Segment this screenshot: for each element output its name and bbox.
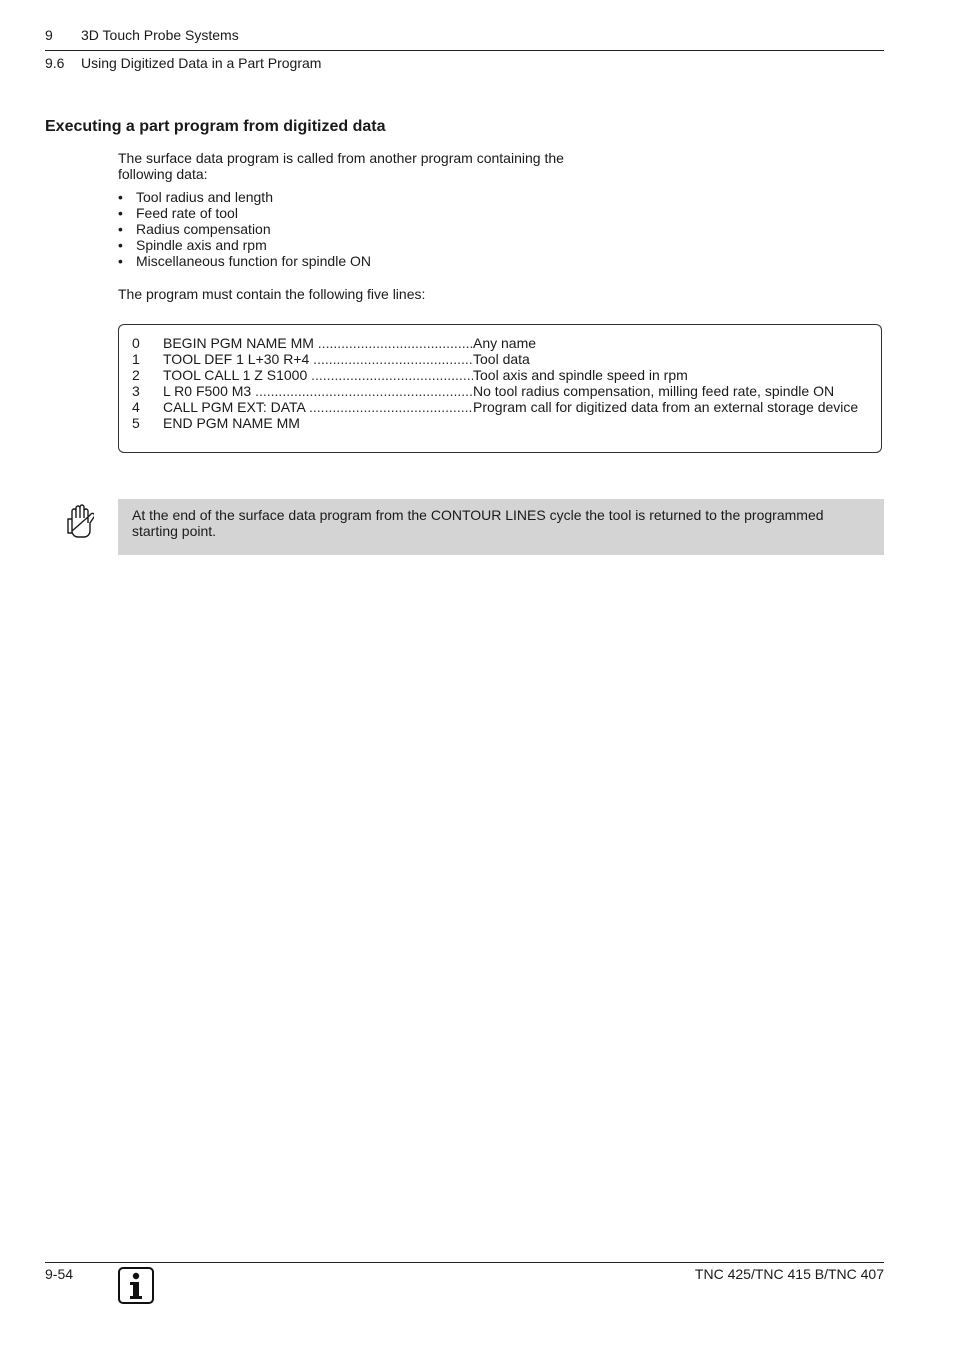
footer-divider bbox=[45, 1262, 884, 1263]
section-title: Using Digitized Data in a Part Program bbox=[81, 55, 322, 71]
chapter-heading bbox=[45, 27, 239, 43]
list-item bbox=[118, 205, 371, 221]
header-divider bbox=[45, 50, 884, 51]
bullet-icon: • bbox=[118, 253, 123, 269]
section-heading bbox=[45, 55, 321, 71]
note-callout bbox=[118, 499, 884, 555]
list-item-text: Radius compensation bbox=[136, 221, 271, 237]
page-number: 9-54 bbox=[45, 1266, 74, 1282]
block-description: Tool axis and spindle speed in rpm bbox=[473, 367, 688, 383]
bullet-icon: • bbox=[118, 205, 123, 221]
nc-block: TOOL CALL 1 Z S1000 ..... bbox=[163, 367, 473, 383]
info-icon bbox=[118, 1267, 154, 1304]
line-number: 1 bbox=[132, 351, 140, 367]
nc-block: END PGM NAME MM bbox=[163, 415, 300, 431]
intro-paragraph: The surface data program is called from another program containing the following data: bbox=[118, 150, 564, 182]
list-item-text: Tool radius and length bbox=[136, 189, 273, 205]
program-intro: The program must contain the following five lines: bbox=[118, 286, 426, 302]
list-item-text: Spindle axis and rpm bbox=[136, 237, 267, 253]
nc-block: TOOL DEF 1 L+30 R+4 ..... bbox=[163, 351, 473, 367]
list-item bbox=[118, 221, 371, 237]
note-text: At the end of the surface data program from the CONTOUR LINES cycle the tool is returned to the programmed starting point. bbox=[132, 507, 824, 539]
block-description: Any name bbox=[473, 335, 537, 351]
bullet-icon: • bbox=[118, 237, 123, 253]
page-title: Executing a part program from digitized data bbox=[45, 118, 386, 135]
line-number: 4 bbox=[132, 399, 140, 415]
chapter-number: 9 bbox=[45, 27, 53, 43]
line-number: 2 bbox=[132, 367, 140, 383]
nc-block: L R0 F500 M3 ..... bbox=[163, 383, 473, 399]
hand-pointing-icon bbox=[66, 503, 94, 539]
line-number: 5 bbox=[132, 415, 140, 431]
required-data-list bbox=[118, 189, 371, 269]
section-number: 9.6 bbox=[45, 55, 65, 71]
list-item-text: Miscellaneous function for spindle ON bbox=[136, 253, 372, 269]
nc-block: CALL PGM EXT: DATA ..... bbox=[163, 399, 473, 415]
bullet-icon: • bbox=[118, 221, 123, 237]
chapter-title: 3D Touch Probe Systems bbox=[81, 27, 239, 43]
list-item-text: Feed rate of tool bbox=[136, 205, 238, 221]
block-description: Tool data bbox=[473, 351, 530, 367]
bullet-icon: • bbox=[118, 189, 123, 205]
line-number: 3 bbox=[132, 383, 140, 399]
product-name: TNC 425/TNC 415 B/TNC 407 bbox=[694, 1266, 884, 1282]
block-description: Program call for digitized data from an external storage device bbox=[473, 399, 859, 415]
list-item bbox=[118, 237, 371, 253]
nc-block: BEGIN PGM NAME MM ..... bbox=[163, 335, 473, 351]
program-listing bbox=[118, 324, 882, 453]
block-description: No tool radius compensation, milling feed rate, spindle ON bbox=[473, 383, 835, 399]
line-number: 0 bbox=[132, 335, 140, 351]
list-item bbox=[118, 189, 371, 205]
list-item bbox=[118, 253, 371, 269]
